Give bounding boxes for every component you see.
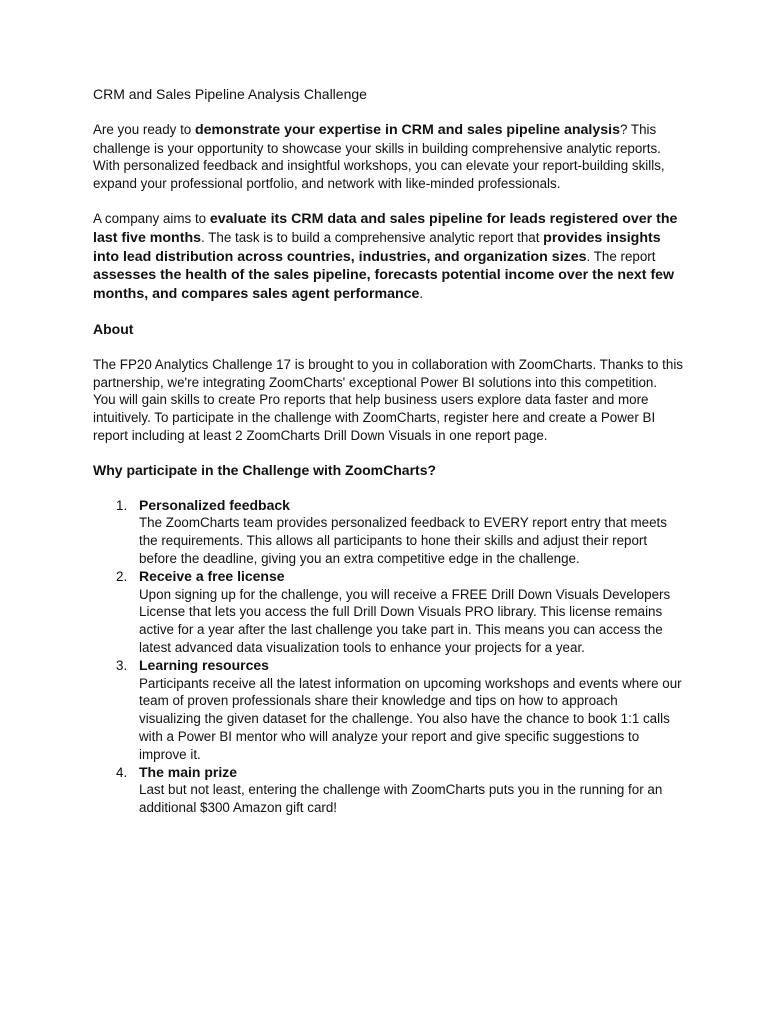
company-bold-3: assesses the health of the sales pipeline, forecasts potential income over the next few months, and compares sales agent performance — [93, 267, 675, 303]
intro-text-1: Are you ready to — [93, 121, 195, 137]
list-item-number: 1. — [116, 497, 128, 513]
list-item-title: The main prize — [139, 763, 238, 780]
about-heading: About — [93, 320, 134, 337]
company-bold-1: evaluate its CRM data and sales pipeline for leads registered over the last five months — [93, 210, 678, 246]
list-item — [93, 497, 683, 568]
list-item — [93, 657, 683, 764]
benefits-list — [93, 497, 683, 817]
list-item-title: Learning resources — [139, 656, 269, 673]
list-item-text: Last but not least, entering the challenge with ZoomCharts puts you in the running for an additional $300 Amazon gift card! — [139, 782, 663, 816]
about-paragraph: The FP20 Analytics Challenge 17 is brought to you in collaboration with ZoomCharts. Thanks to this partnership, we're integrating ZoomCharts' exceptional Power BI solutions into this competition. You will gain skills to create Pro reports that help business users explore data faster and more intuitively. To participate in the challenge with ZoomCharts, register here and create a Power BI report including at least 2 ZoomCharts Drill Down Visuals in one report page. — [93, 356, 683, 443]
intro-paragraph — [93, 121, 683, 193]
intro-bold-1: demonstrate your expertise in CRM and sales pipeline analysis — [194, 121, 620, 138]
list-item-title: Receive a free license — [139, 567, 285, 584]
company-text-3: . The report — [586, 248, 656, 264]
list-item — [93, 568, 683, 657]
list-item-text: The ZoomCharts team provides personalized feedback to EVERY report entry that meets the requirements. This allows all participants to hone their skills and adjust their report before the deadline, giving you an extra competitive edge in the challenge. — [139, 515, 667, 566]
company-text-1: A company aims to — [93, 210, 210, 226]
company-text-4: . — [419, 286, 424, 302]
list-item-title: Personalized feedback — [139, 496, 290, 513]
list-item-text: Participants receive all the latest information on upcoming workshops and events where our team of proven professionals share their knowledge and tips on how to approach visualizing the given dataset for the challenge. You also have the chance to book 1:1 calls with a Power BI mentor who will analyze your report and give specific suggestions to improve it. — [139, 675, 682, 762]
list-item-text: Upon signing up for the challenge, you will receive a FREE Drill Down Visuals Developers License that lets you access the full Drill Down Visuals PRO library. This license remains active for a year after the last challenge you take part in. This means you can access the latest advanced data visualization tools to enhance your projects for a year. — [139, 586, 671, 655]
why-heading: Why participate in the Challenge with ZoomCharts? — [93, 461, 437, 478]
company-bold-2: provides insights into lead distribution across countries, industries, and organization sizes — [93, 229, 661, 265]
list-item — [93, 764, 683, 817]
company-text-2: . The task is to build a comprehensive analytic report that — [201, 229, 544, 245]
document-title: CRM and Sales Pipeline Analysis Challenge — [93, 86, 367, 102]
document-page — [93, 86, 683, 817]
intro-text-2: ? This challenge is your opportunity to showcase your skills in building comprehensive analytic reports. With personalized feedback and insightful workshops, you can elevate your report-building skills, expand your professional portfolio, and network with like-minded professionals. — [93, 121, 665, 192]
list-item-number: 4. — [116, 764, 128, 780]
company-paragraph — [93, 210, 683, 304]
list-item-number: 3. — [116, 657, 128, 673]
list-item-number: 2. — [116, 568, 128, 584]
